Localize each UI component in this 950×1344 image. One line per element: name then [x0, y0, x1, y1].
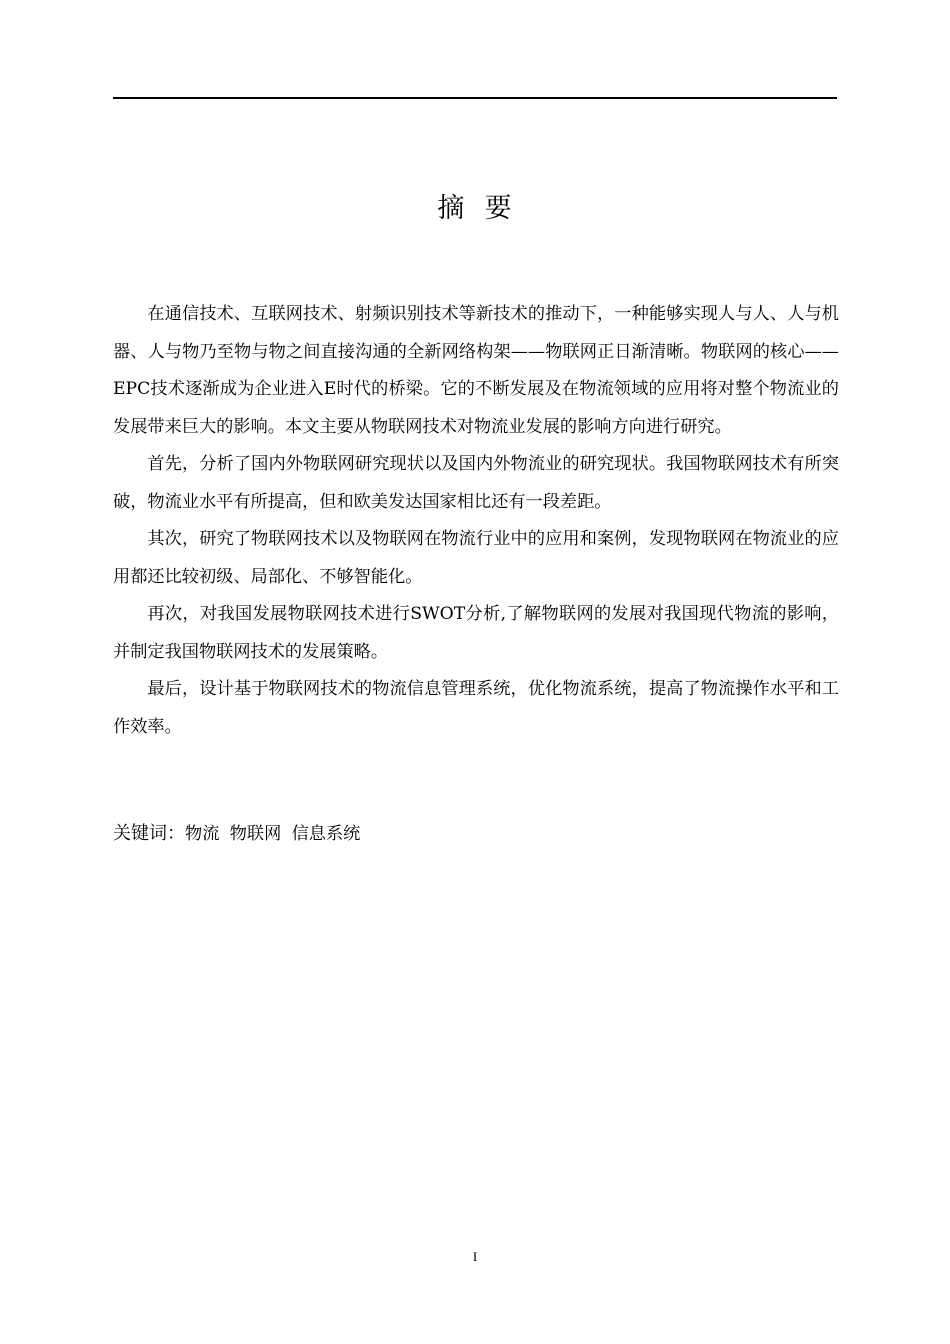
page-title: 摘 要	[437, 193, 513, 224]
page-number: I	[472, 1249, 478, 1264]
header-rule	[113, 97, 837, 99]
keywords-label: 关键词：	[113, 823, 185, 844]
abstract-paragraph: 在通信技术、互联网技术、射频识别技术等新技术的推动下，一种能够实现人与人、人与机器、人与物乃至物与物之间直接沟通的全新网络构架——物联网正日渐清晰。物联网的核心——EPC技术逐渐成为企业进入E时代的桥梁。它的不断发展及在物流领域的应用将对整个物流业的发展带来巨大的影响。本文主要从物联网技术对物流业发展的影响方向进行研究。	[113, 304, 839, 437]
abstract-paragraph: 最后，设计基于物联网技术的物流信息管理系统，优化物流系统，提高了物流操作水平和工作效率。	[113, 679, 839, 737]
keyword-item: 信息系统	[291, 824, 361, 844]
abstract-paragraph: 其次，研究了物联网技术以及物联网在物流行业中的应用和案例，发现物联网在物流业的应用都还比较初级、局部化、不够智能化。	[113, 529, 839, 587]
keyword-item: 物联网	[229, 824, 282, 844]
keyword-item: 物流	[185, 824, 220, 844]
keywords-line	[113, 816, 839, 852]
abstract-paragraph: 再次，对我国发展物联网技术进行SWOT分析,了解物联网的发展对我国现代物流的影响，并制定我国物联网技术的发展策略。	[113, 604, 839, 662]
abstract-body	[113, 296, 839, 746]
abstract-paragraph: 首先，分析了国内外物联网研究现状以及国内外物流业的研究现状。我国物联网技术有所突破，物流业水平有所提高，但和欧美发达国家相比还有一段差距。	[113, 454, 839, 512]
